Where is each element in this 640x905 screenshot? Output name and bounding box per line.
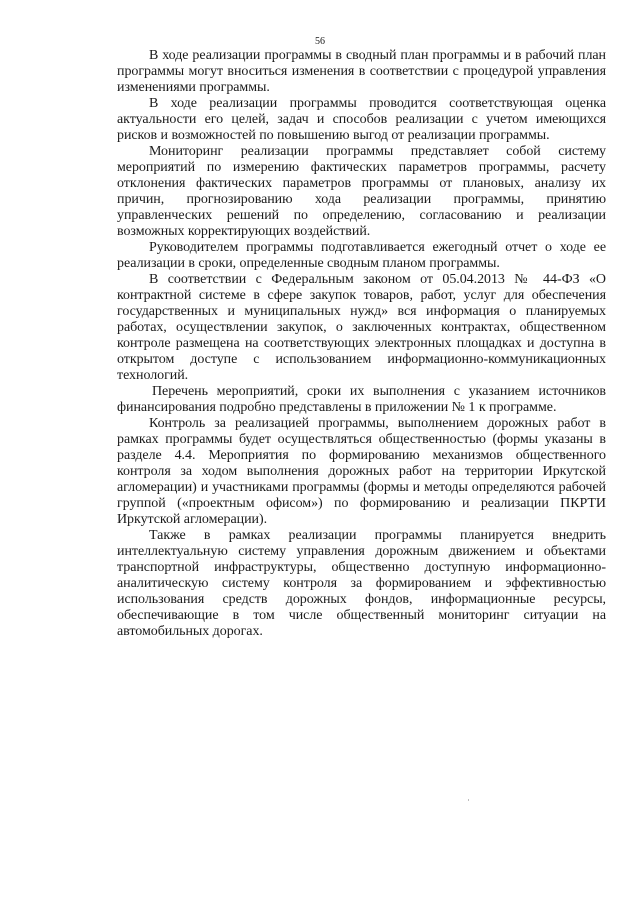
paragraph-relevance-assessment: В ходе реализации программы проводится соответствующая оценка актуальности его целей, задач и способов реализации с учетом имеющихся рисков и возможностей по повышению выгод от реализации программы. [117, 96, 606, 143]
page-number: 56 [315, 36, 325, 47]
paragraph-public-control: Контроль за реализацией программы, выполнением дорожных работ в рамках программы будет осуществляться общественностью (формы указаны в разделе 4.4. Мероприятия по формированию механизмов общественного контроля за ходом выполнения дорожных работ на территории Иркутской агломерации) и участниками программы (формы и методы определяются рабочей группой («проектным офисом») по формированию и реализации ПКРТИ Иркутской агломерации). [117, 416, 606, 527]
paragraph-monitoring: Мониторинг реализации программы представляет собой систему мероприятий по измерению фактических параметров программы, расчету отклонения фактических параметров программы от плановых, анализу их причин, прогнозированию хода реализации программы, принятию управленческих решений по определению, согласованию и реализации возможных корректирующих воздействий. [117, 144, 606, 239]
scan-speck [468, 799, 469, 801]
paragraph-activities-list: Перечень мероприятий, сроки их выполнения с указанием источников финансирования подробно представлены в приложении № 1 к программе. [117, 384, 606, 415]
paragraph-federal-law: В соответствии с Федеральным законом от 05.04.2013 № 44-ФЗ «О контрактной системе в сфере закупок товаров, работ, услуг для обеспечения государственных и муниципальных нужд» вся информация о планируемых работах, осуществлении закупок, о заключенных контрактах, общественном контроле размещена на соответствующих электронных площадках и доступна в открытом доступе с использованием информационно-коммуникационных технологий. [117, 272, 606, 383]
paragraph-annual-report: Руководителем программы подготавливается ежегодный отчет о ходе ее реализации в сроки, определенные сводным планом программы. [117, 240, 606, 271]
paragraph-program-changes: В ходе реализации программы в сводный план программы и в рабочий план программы могут вноситься изменения в соответствии с процедурой управления изменениями программы. [117, 48, 606, 95]
paragraph-intelligent-system: Также в рамках реализации программы планируется внедрить интеллектуальную систему управления дорожным движением и объектами транспортной инфраструктуры, общественно доступную информационно-аналитическую систему контроля за формированием и эффективностью использования средств дорожных фондов, информационные ресурсы, обеспечивающие в том числе общественный мониторинг ситуации на автомобильных дорогах. [117, 528, 606, 639]
document-body [117, 48, 606, 640]
